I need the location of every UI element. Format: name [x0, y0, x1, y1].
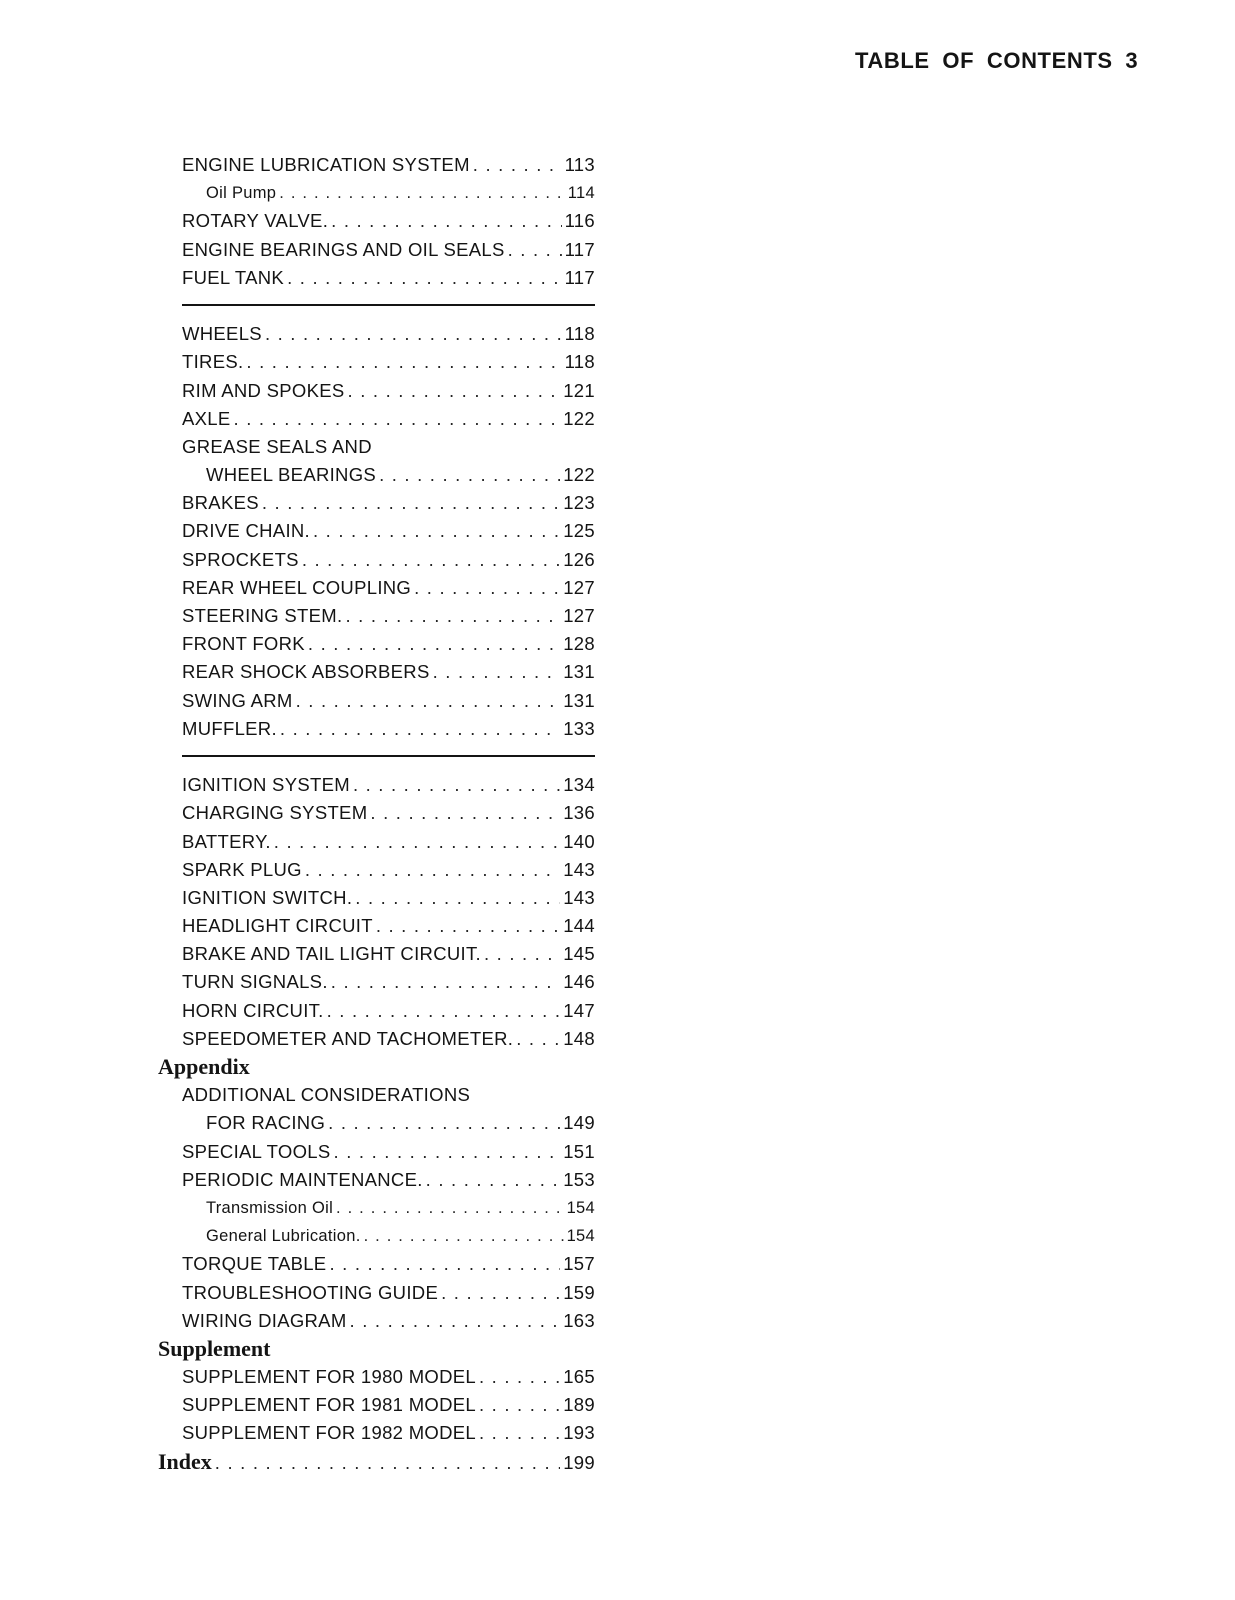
toc-entry-label: ENGINE LUBRICATION SYSTEM — [182, 154, 470, 175]
dot-leader — [296, 687, 561, 715]
toc-entry-brake-tail-light-circuit[interactable] — [158, 940, 595, 968]
toc-entry-label: BRAKE AND TAIL LIGHT CIRCUIT. — [182, 943, 481, 965]
toc-entry-label: Transmission Oil — [206, 1198, 334, 1217]
toc-entry-supplement-1982[interactable] — [158, 1419, 595, 1447]
toc-entry-page: 121 — [563, 379, 595, 401]
toc-entry-label: RIM AND SPOKES — [182, 379, 345, 401]
toc-entry-page: 153 — [563, 1168, 595, 1190]
dot-leader — [426, 1166, 561, 1194]
dot-leader — [246, 348, 561, 376]
toc-entry-label: ROTARY VALVE. — [182, 210, 329, 232]
toc-entry-page: 146 — [563, 971, 595, 993]
toc-entry-label: CHARGING SYSTEM — [182, 802, 368, 824]
dot-leader — [274, 828, 560, 856]
toc-entry-page: 113 — [564, 154, 595, 175]
dot-leader — [331, 968, 560, 996]
toc-entry-label: Oil Pump — [206, 184, 277, 203]
toc-entry-front-fork[interactable] — [158, 630, 595, 658]
divider-line — [182, 304, 595, 307]
toc-entry-label: IGNITION SWITCH. — [182, 886, 353, 908]
page-title: TABLE OF CONTENTS 3 — [855, 48, 1139, 73]
toc-entry-additional-considerations[interactable] — [158, 1081, 595, 1109]
toc-entry-battery[interactable] — [158, 828, 595, 856]
toc-entry-label: SWING ARM — [182, 689, 293, 711]
toc-entry-label: TIRES. — [182, 351, 244, 373]
toc-entry-label: IGNITION SYSTEM — [182, 774, 350, 796]
dot-leader — [479, 1419, 560, 1447]
toc-entry-torque-table[interactable] — [158, 1250, 595, 1278]
toc-entry-label: BATTERY. — [182, 830, 271, 852]
toc-entry-page: 140 — [563, 830, 595, 852]
toc-entry-page: 151 — [563, 1140, 595, 1162]
toc-entry-page: 193 — [563, 1422, 595, 1444]
toc-entry-label: STEERING STEM. — [182, 605, 343, 626]
toc-entry-swing-arm[interactable] — [158, 687, 595, 715]
toc-entry-page: 149 — [563, 1112, 595, 1134]
section-heading-supplement[interactable] — [158, 1335, 595, 1363]
toc-entry-periodic-maintenance[interactable] — [158, 1166, 595, 1194]
dot-leader — [305, 856, 560, 884]
toc-entry-label: SUPPLEMENT FOR 1982 MODEL — [182, 1422, 476, 1444]
toc-entry-supplement-1980[interactable] — [158, 1363, 595, 1391]
section-heading-label: Supplement — [158, 1335, 271, 1361]
dot-leader — [355, 884, 560, 912]
toc-entry-page: 143 — [563, 858, 595, 880]
dot-leader — [265, 320, 562, 348]
toc-entry-engine-bearings-oil-seals[interactable] — [158, 236, 595, 264]
toc-entry-label: ADDITIONAL CONSIDERATIONS — [182, 1084, 471, 1106]
toc-entry-page: 143 — [563, 886, 595, 908]
dot-leader — [379, 461, 560, 489]
toc-entry-page: 134 — [563, 774, 595, 796]
dot-leader — [308, 630, 560, 658]
toc-entry-page: 136 — [563, 802, 595, 824]
toc-entry-page: 157 — [563, 1253, 595, 1275]
toc-entry-grease-seals-and[interactable] — [158, 433, 595, 461]
toc-entry-label: SPEEDOMETER AND TACHOMETER. — [182, 1027, 514, 1049]
dot-leader — [328, 1109, 560, 1137]
toc-entry-label: FRONT FORK — [182, 633, 305, 655]
toc-entry-drive-chain[interactable] — [158, 517, 595, 545]
dot-leader — [414, 574, 560, 602]
dot-leader — [279, 179, 565, 207]
toc-entry-page: 126 — [563, 548, 595, 570]
toc-entry-label: HORN CIRCUIT. — [182, 999, 324, 1021]
toc-entry-page: 122 — [563, 464, 595, 486]
toc-entry-headlight-circuit[interactable] — [158, 912, 595, 940]
toc-entry-steering-stem[interactable] — [158, 602, 595, 630]
dot-leader — [287, 264, 562, 292]
table-of-contents — [158, 151, 595, 1476]
toc-entry-page: 163 — [563, 1309, 595, 1331]
toc-entry-wheel-bearings[interactable] — [158, 461, 595, 489]
dot-leader — [433, 658, 561, 686]
toc-entry-turn-signals[interactable] — [158, 968, 595, 996]
toc-entry-ignition-switch[interactable] — [158, 884, 595, 912]
toc-entry-label: FUEL TANK — [182, 266, 285, 288]
toc-entry-general-lubrication[interactable] — [158, 1222, 595, 1250]
dot-leader — [302, 546, 560, 574]
toc-entry-page: 131 — [563, 689, 595, 711]
toc-entry-label: SPROCKETS — [182, 548, 299, 570]
dot-leader — [280, 715, 560, 743]
toc-entry-page: 117 — [564, 266, 595, 288]
toc-entry-label: MUFFLER. — [182, 717, 277, 739]
dot-leader — [215, 1449, 560, 1477]
dot-leader — [484, 940, 560, 968]
section-divider — [158, 292, 595, 320]
toc-entry-fuel-tank[interactable] — [158, 264, 595, 292]
toc-entry-page: 114 — [567, 184, 595, 203]
toc-entry-page: 148 — [563, 1027, 595, 1049]
toc-entry-page: 189 — [563, 1394, 595, 1416]
toc-entry-label: REAR WHEEL COUPLING — [182, 576, 412, 598]
toc-entry-muffler[interactable] — [158, 715, 595, 743]
toc-entry-ignition-system[interactable] — [158, 771, 595, 799]
toc-entry-label: FOR RACING — [206, 1112, 326, 1134]
toc-entry-engine-lubrication-system[interactable] — [158, 151, 595, 179]
toc-entry-page: 199 — [563, 1451, 595, 1473]
toc-entry-page: 118 — [564, 351, 595, 373]
toc-entry-label: WHEEL BEARINGS — [206, 464, 377, 486]
toc-entry-rear-wheel-coupling[interactable] — [158, 574, 595, 602]
toc-entry-page: 116 — [564, 210, 595, 232]
toc-entry-rear-shock-absorbers[interactable] — [158, 658, 595, 686]
toc-entry-page: 125 — [563, 520, 595, 542]
toc-entry-label: ENGINE BEARINGS AND OIL SEALS — [182, 238, 505, 260]
dot-leader — [441, 1279, 560, 1307]
dot-leader — [234, 405, 561, 433]
toc-entry-label: SUPPLEMENT FOR 1981 MODEL — [182, 1394, 476, 1416]
section-heading-appendix[interactable] — [158, 1053, 595, 1081]
toc-entry-page: 154 — [566, 1198, 595, 1217]
toc-entry-page: 128 — [563, 633, 595, 655]
dot-leader — [336, 1194, 564, 1222]
toc-entry-label: SPARK PLUG — [182, 858, 302, 880]
toc-entry-transmission-oil[interactable] — [158, 1194, 595, 1222]
toc-entry-label: PERIODIC MAINTENANCE. — [182, 1168, 423, 1190]
toc-entry-page: 133 — [563, 717, 595, 739]
toc-entry-brakes[interactable] — [158, 489, 595, 517]
dot-leader — [364, 1222, 564, 1250]
toc-entry-page: 145 — [563, 943, 595, 965]
toc-entry-page: 131 — [563, 661, 595, 683]
toc-entry-page: 144 — [563, 915, 595, 937]
toc-entry-label: BRAKES — [182, 492, 259, 514]
toc-entry-spark-plug[interactable] — [158, 856, 595, 884]
dot-leader — [329, 1250, 560, 1278]
toc-entry-page: 147 — [563, 999, 595, 1021]
toc-entry-label: HEADLIGHT CIRCUIT — [182, 915, 373, 937]
toc-entry-oil-pump[interactable] — [158, 179, 595, 207]
toc-entry-speedometer-tachometer[interactable] — [158, 1025, 595, 1053]
dot-leader — [345, 602, 560, 630]
toc-entry-charging-system[interactable] — [158, 799, 595, 827]
dot-leader — [479, 1363, 560, 1391]
dot-leader — [376, 912, 560, 940]
toc-entry-sprockets[interactable] — [158, 546, 595, 574]
toc-entry-wiring-diagram[interactable] — [158, 1307, 595, 1335]
dot-leader — [350, 1307, 561, 1335]
dot-leader — [334, 1138, 561, 1166]
toc-entry-page: 127 — [563, 605, 595, 626]
toc-entry-page: 118 — [564, 323, 595, 345]
dot-leader — [508, 236, 562, 264]
toc-entry-supplement-1981[interactable] — [158, 1391, 595, 1419]
toc-entry-wheels[interactable] — [158, 320, 595, 348]
toc-entry-label: SPECIAL TOOLS — [182, 1140, 331, 1162]
section-heading-label: Appendix — [158, 1054, 250, 1079]
toc-entry-label: SUPPLEMENT FOR 1980 MODEL — [182, 1366, 476, 1388]
dot-leader — [348, 377, 561, 405]
section-heading-label: Index — [158, 1448, 212, 1474]
dot-leader — [516, 1025, 560, 1053]
toc-entry-troubleshooting-guide[interactable] — [158, 1279, 595, 1307]
toc-entry-special-tools[interactable] — [158, 1138, 595, 1166]
toc-entry-page: 122 — [563, 407, 595, 429]
toc-entry-index[interactable] — [158, 1448, 595, 1476]
dot-leader — [479, 1391, 560, 1419]
toc-entry-axle[interactable] — [158, 405, 595, 433]
dot-leader — [370, 799, 560, 827]
toc-entry-page: 159 — [563, 1281, 595, 1303]
toc-entry-label: REAR SHOCK ABSORBERS — [182, 661, 430, 683]
dot-leader — [262, 489, 560, 517]
toc-entry-label: TORQUE TABLE — [182, 1253, 327, 1275]
toc-entry-label: DRIVE CHAIN. — [182, 520, 310, 542]
toc-entry-rim-and-spokes[interactable] — [158, 377, 595, 405]
toc-entry-label: AXLE — [182, 407, 231, 429]
toc-entry-page: 123 — [563, 492, 595, 514]
toc-entry-page: 117 — [564, 238, 595, 260]
toc-entry-horn-circuit[interactable] — [158, 997, 595, 1025]
toc-entry-for-racing[interactable] — [158, 1109, 595, 1137]
toc-entry-label: WIRING DIAGRAM — [182, 1309, 347, 1331]
toc-entry-label: GREASE SEALS AND — [182, 435, 372, 457]
dot-leader — [353, 771, 560, 799]
toc-entry-page: 127 — [563, 576, 595, 598]
toc-entry-label: General Lubrication. — [206, 1227, 361, 1246]
toc-entry-label: TURN SIGNALS. — [182, 971, 328, 993]
toc-entry-page: 165 — [563, 1366, 595, 1388]
section-divider — [158, 743, 595, 771]
toc-entry-label: TROUBLESHOOTING GUIDE — [182, 1281, 439, 1303]
toc-entry-tires[interactable] — [158, 348, 595, 376]
dot-leader — [473, 151, 562, 179]
dot-leader — [331, 207, 561, 235]
toc-entry-label: WHEELS — [182, 323, 262, 345]
dot-leader — [327, 997, 561, 1025]
toc-entry-rotary-valve[interactable] — [158, 207, 595, 235]
dot-leader — [313, 517, 560, 545]
toc-entry-page: 154 — [566, 1227, 595, 1246]
divider-line — [182, 755, 595, 758]
